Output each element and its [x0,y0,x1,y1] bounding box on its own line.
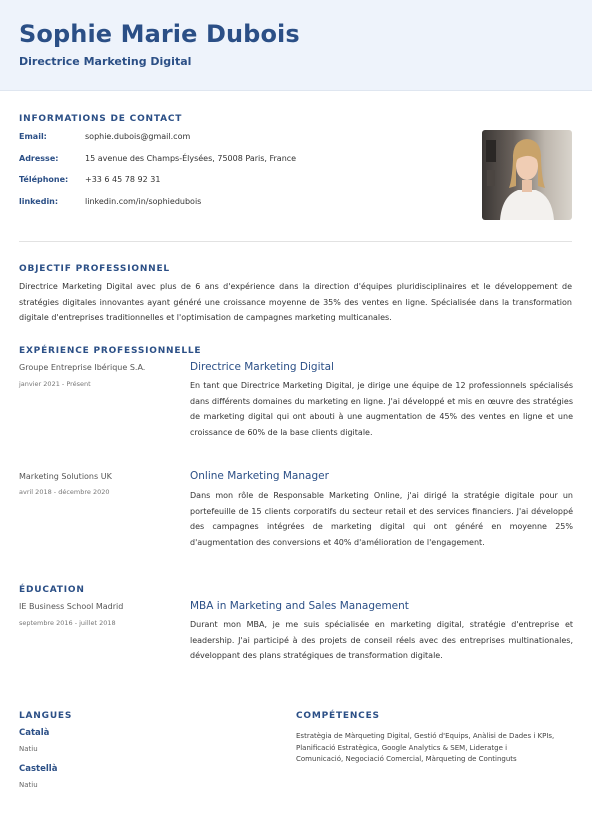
education-dates: septembre 2016 - juillet 2018 [19,619,116,627]
experience-dates: janvier 2021 - Présent [19,380,91,388]
skills-list: Estratègia de Màrqueting Digital, Gestió d'Equips, Anàlisi de Dades i KPIs, Planificació Estratègica, Google Analytics & SEM, Lideratge i Comunicació, Negociació Comercial, Màrqueting de Continguts [296,732,555,763]
linkedin-label: linkedin: [19,197,59,206]
experience-position: Directrice Marketing Digital [190,361,334,373]
phone-label: Téléphone: [19,175,69,184]
candidate-name: Sophie Marie Dubois [19,20,300,48]
experience-company: Marketing Solutions UK [19,472,112,481]
candidate-title: Directrice Marketing Digital [19,55,192,68]
phone-value[interactable]: +33 6 45 78 92 31 [85,175,161,184]
objective-section-title: OBJECTIF PROFESSIONNEL [19,264,170,274]
linkedin-value[interactable]: linkedin.com/in/sophiedubois [85,197,202,206]
experience-company: Groupe Entreprise Ibérique S.A. [19,363,146,372]
resume-header [0,0,592,91]
section-divider [19,241,572,242]
experience-section-title: EXPÉRIENCE PROFESSIONNELLE [19,346,202,356]
languages-section-title: LANGUES [19,711,73,721]
education-section-title: ÉDUCATION [19,585,85,595]
profile-photo [482,130,572,220]
language-name: Català [19,728,50,738]
email-value[interactable]: sophie.dubois@gmail.com [85,132,191,141]
language-name: Castellà [19,764,58,774]
education-degree: MBA in Marketing and Sales Management [190,600,409,612]
experience-description: En tant que Directrice Marketing Digital, je dirige une équipe de 12 professionnels spécialisés dans différents domaines du marketing en ligne. J'ai développé et mis en œuvre des stratégies de marketing digital qui ont abouti à une augmentation de 45% des ventes en ligne et une croissance de 60% de la base clients digitale. [190,381,573,437]
address-value: 15 avenue des Champs-Élysées, 75008 Paris, France [85,154,297,163]
education-description: Durant mon MBA, je me suis spécialisée en marketing digital, stratégie d'entreprise et leadership. J'ai participé à des projets de conseil réels avec des entreprises multinationales, développant des plans stratégiques de transformation digitale. [190,620,573,660]
address-label: Adresse: [19,154,59,163]
language-level: Natiu [19,745,38,753]
education-school: IE Business School Madrid [19,602,124,611]
experience-position: Online Marketing Manager [190,470,329,482]
language-level: Natiu [19,781,38,789]
email-label: Email: [19,132,47,141]
skills-section-title: COMPÉTENCES [296,711,380,721]
contact-section-title: INFORMATIONS DE CONTACT [19,114,183,124]
experience-dates: avril 2018 - décembre 2020 [19,488,110,496]
experience-description: Dans mon rôle de Responsable Marketing Online, j'ai dirigé la stratégie digitale pour un portefeuille de 15 clients corporatifs du secteur retail et des services financiers. J'ai développé des campagnes intégrées de marketing digital qui ont généré en moyenne 25% d'augmentation des conversions et 40% d'amélioration de l'engagement. [190,491,573,547]
objective-text: Directrice Marketing Digital avec plus de 6 ans d'expérience dans la direction d'équipes pluridisciplinaires et le développement de stratégies digitales innovantes ayant généré une croissance moyenne de 35% des ventes en ligne. Spécialisée dans la transformation digitale d'entreprises traditionnelles et l'optimisation de campagnes marketing multicanales. [19,282,572,322]
